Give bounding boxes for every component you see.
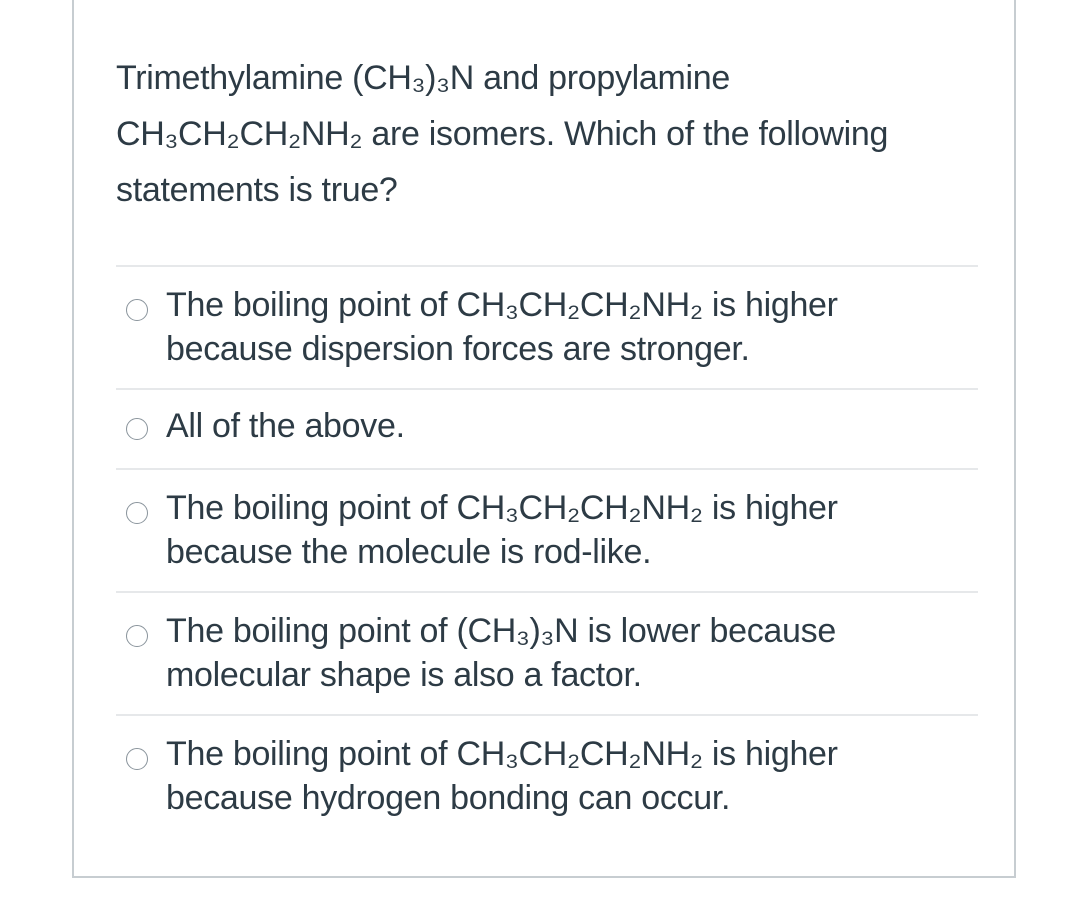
answer-line: The boiling point of (CH₃)₃N is lower because bbox=[166, 612, 836, 650]
answer-line: because dispersion forces are stronger. bbox=[166, 330, 750, 368]
question-text bbox=[116, 50, 996, 218]
question-line: statements is true? bbox=[116, 171, 398, 209]
question-card bbox=[72, 0, 1016, 878]
radio-button[interactable] bbox=[126, 748, 148, 770]
answer-list bbox=[116, 265, 978, 837]
radio-button[interactable] bbox=[126, 299, 148, 321]
answer-line: because hydrogen bonding can occur. bbox=[166, 779, 731, 817]
answer-label bbox=[166, 609, 956, 697]
answer-option-4[interactable] bbox=[116, 591, 978, 714]
answer-option-2[interactable] bbox=[116, 388, 978, 468]
answer-line: The boiling point of CH₃CH₂CH₂NH₂ is higher bbox=[166, 489, 838, 527]
answer-line: The boiling point of CH₃CH₂CH₂NH₂ is higher bbox=[166, 735, 838, 773]
answer-line: All of the above. bbox=[166, 407, 405, 445]
answer-option-1[interactable] bbox=[116, 265, 978, 388]
answer-line: because the molecule is rod-like. bbox=[166, 533, 652, 571]
answer-line: The boiling point of CH₃CH₂CH₂NH₂ is higher bbox=[166, 286, 838, 324]
question-line: CH₃CH₂CH₂NH₂ are isomers. Which of the following bbox=[116, 115, 889, 153]
radio-button[interactable] bbox=[126, 502, 148, 524]
answer-line: molecular shape is also a factor. bbox=[166, 656, 642, 694]
question-line: Trimethylamine (CH₃)₃N and propylamine bbox=[116, 59, 730, 97]
answer-label bbox=[166, 404, 956, 448]
answer-label bbox=[166, 283, 956, 371]
radio-button[interactable] bbox=[126, 625, 148, 647]
answer-option-5[interactable] bbox=[116, 714, 978, 837]
answer-label bbox=[166, 732, 956, 820]
answer-label bbox=[166, 486, 956, 574]
answer-option-3[interactable] bbox=[116, 468, 978, 591]
radio-button[interactable] bbox=[126, 418, 148, 440]
